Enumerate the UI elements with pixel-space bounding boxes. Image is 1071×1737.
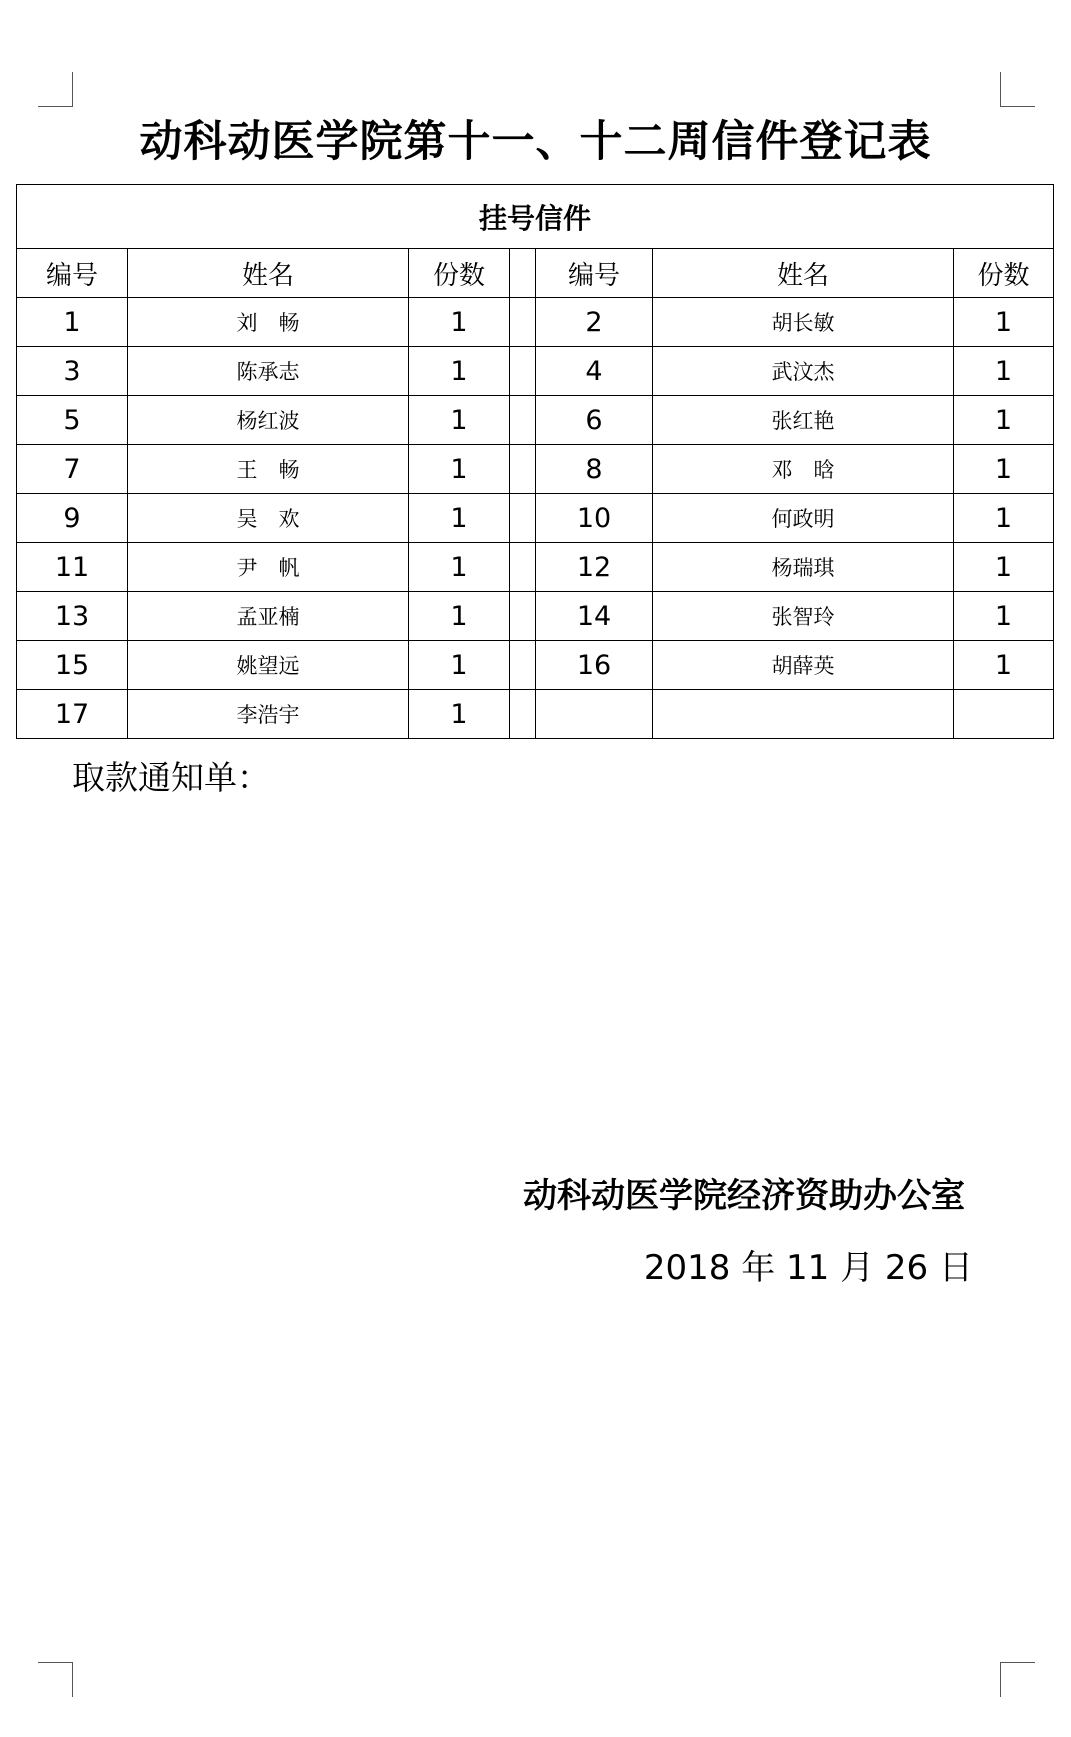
entry-number: 7: [17, 445, 128, 494]
entry-name: 杨瑞琪: [653, 543, 954, 592]
table-row: [17, 494, 1054, 543]
header-copies: 份数: [954, 249, 1054, 298]
registered-mail-table: [16, 184, 1054, 739]
table-row: [17, 347, 1054, 396]
crop-mark-top-left: [38, 72, 73, 107]
entry-name: 张智玲: [653, 592, 954, 641]
entry-number: 9: [17, 494, 128, 543]
entry-name: 张红艳: [653, 396, 954, 445]
entry-number: 3: [17, 347, 128, 396]
column-gap: [510, 494, 536, 543]
entry-copies: 1: [954, 298, 1054, 347]
entry-copies: 1: [954, 543, 1054, 592]
table-row: [17, 641, 1054, 690]
entry-name: 胡长敏: [653, 298, 954, 347]
entry-name: 胡薛英: [653, 641, 954, 690]
entry-name: 姚望远: [128, 641, 409, 690]
column-gap: [510, 445, 536, 494]
entry-copies: 1: [954, 396, 1054, 445]
table-row: [17, 543, 1054, 592]
entry-number: 12: [536, 543, 653, 592]
entry-number: 8: [536, 445, 653, 494]
entry-copies: 1: [409, 592, 510, 641]
header-number: 编号: [536, 249, 653, 298]
entry-name: 刘 畅: [128, 298, 409, 347]
table-row: [17, 592, 1054, 641]
withdrawal-notice-label: 取款通知单：: [72, 758, 270, 797]
table-row: [17, 298, 1054, 347]
issuing-office: 动科动医学院经济资助办公室: [523, 1176, 965, 1216]
document-title: 动科动医学院第十一、十二周信件登记表: [139, 117, 932, 167]
crop-mark-bottom-left: [38, 1662, 73, 1697]
column-gap: [510, 690, 536, 739]
column-gap: [510, 298, 536, 347]
entry-copies: 1: [409, 494, 510, 543]
header-number: 编号: [17, 249, 128, 298]
entry-number: 14: [536, 592, 653, 641]
table-row: [17, 396, 1054, 445]
column-gap: [510, 249, 536, 298]
column-gap: [510, 396, 536, 445]
entry-number: 5: [17, 396, 128, 445]
entry-name: [653, 690, 954, 739]
entry-number: 4: [536, 347, 653, 396]
entry-name: 吴 欢: [128, 494, 409, 543]
entry-copies: 1: [409, 690, 510, 739]
entry-copies: 1: [954, 641, 1054, 690]
entry-copies: 1: [409, 347, 510, 396]
entry-copies: 1: [409, 543, 510, 592]
entry-number: 15: [17, 641, 128, 690]
header-name: 姓名: [128, 249, 409, 298]
entry-copies: 1: [954, 445, 1054, 494]
entry-number: 1: [17, 298, 128, 347]
entry-name: 陈承志: [128, 347, 409, 396]
entry-number: 2: [536, 298, 653, 347]
issue-date: 2018 年 11 月 26 日: [643, 1248, 973, 1288]
entry-number: 17: [17, 690, 128, 739]
entry-copies: 1: [954, 494, 1054, 543]
header-copies: 份数: [409, 249, 510, 298]
column-gap: [510, 347, 536, 396]
header-name: 姓名: [653, 249, 954, 298]
entry-copies: 1: [409, 396, 510, 445]
column-gap: [510, 641, 536, 690]
entry-copies: 1: [409, 445, 510, 494]
entry-number: 13: [17, 592, 128, 641]
entry-name: 孟亚楠: [128, 592, 409, 641]
entry-name: 尹 帆: [128, 543, 409, 592]
entry-number: 10: [536, 494, 653, 543]
column-gap: [510, 592, 536, 641]
entry-name: 杨红波: [128, 396, 409, 445]
entry-number: 11: [17, 543, 128, 592]
entry-copies: 1: [954, 592, 1054, 641]
entry-number: 6: [536, 396, 653, 445]
entry-name: 李浩宇: [128, 690, 409, 739]
entry-copies: [954, 690, 1054, 739]
entry-copies: 1: [409, 298, 510, 347]
entry-number: 16: [536, 641, 653, 690]
entry-name: 王 畅: [128, 445, 409, 494]
column-gap: [510, 543, 536, 592]
entry-number: [536, 690, 653, 739]
crop-mark-bottom-right: [1000, 1662, 1035, 1697]
entry-name: 邓 晗: [653, 445, 954, 494]
entry-copies: 1: [954, 347, 1054, 396]
crop-mark-top-right: [1000, 72, 1035, 107]
table-row: [17, 445, 1054, 494]
table-row: [17, 690, 1054, 739]
table-caption: 挂号信件: [17, 185, 1054, 249]
entry-name: 何政明: [653, 494, 954, 543]
entry-name: 武汶杰: [653, 347, 954, 396]
entry-copies: 1: [409, 641, 510, 690]
